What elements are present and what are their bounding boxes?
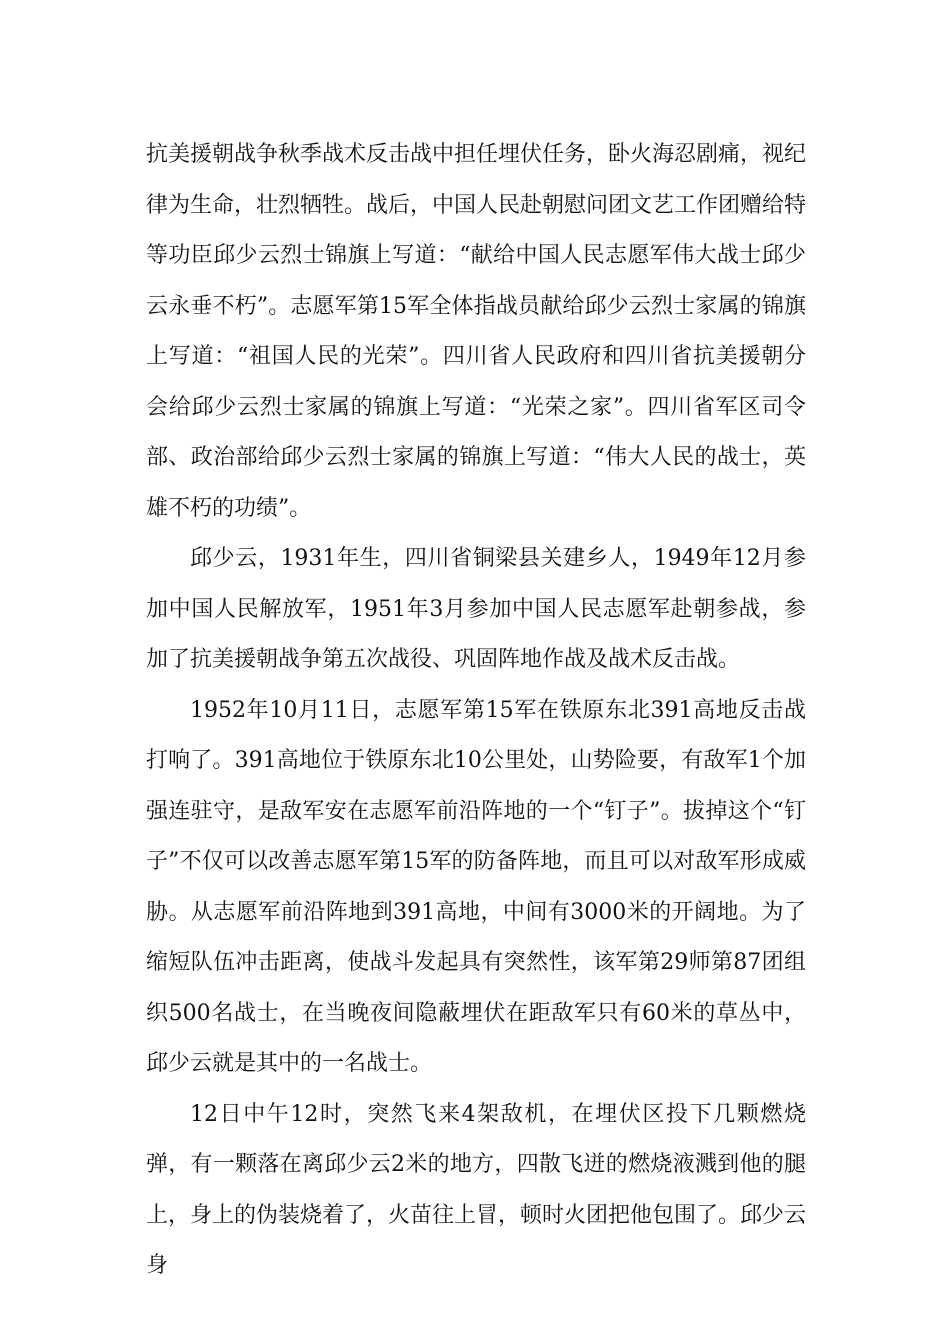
paragraph-battle: 1952年10月11日，志愿军第15军在铁原东北391高地反击战打响了。391高地位于铁原东北10公里处，山势险要，有敌军1个加强连驻守，是敌军安在志愿军前沿阵地的一个“钉子”。拔掉这个“钉子”不仅可以改善志愿军第15军的防备阵地，而且可以对敌军形成威胁。从志愿军前沿阵地到391高地，中间有3000米的开阔地。为了缩短队伍冲击距离，使战斗发起具有突然性，该军第29师第87团组织500名战士，在当晚夜间隐蔽埋伏在距敌军只有60米的草丛中，邱少云就是其中的一名战士。 (146, 697, 806, 1076)
paragraph-continuation: 抗美援朝战争秋季战术反击战中担任埋伏任务，卧火海忍剧痛，视纪律为生命，壮烈牺牲。战后，中国人民赴朝慰问团文艺工作团赠给特等功臣邱少云烈士锦旗上写道：“献给中国人民志愿军伟大战士邱少云永垂不朽”。志愿军第15军全体指战员献给邱少云烈士家属的锦旗上写道：“祖国人民的光荣”。四川省人民政府和四川省抗美援朝分会给邱少云烈士家属的锦旗上写道：“光荣之家”。四川省军区司令部、政治部给邱少云烈士家属的锦旗上写道：“伟大人民的战士，英雄不朽的功绩”。 (146, 142, 807, 521)
paragraph-biography: 邱少云，1931年生，四川省铜梁县关建乡人，1949年12月参加中国人民解放军，1951年3月参加中国人民志愿军赴朝参战，参加了抗美援朝战争第五次战役、巩固阵地作战及战术反击战。 (146, 546, 806, 672)
document-body (146, 130, 806, 1292)
paragraph-incident: 12日中午12时，突然飞来4架敌机，在埋伏区投下几颗燃烧弹，有一颗落在离邱少云2米的地方，四散飞迸的燃烧液溅到他的腿上，身上的伪装烧着了，火苗往上冒，顿时火团把他包围了。邱少云身 (146, 1101, 807, 1278)
